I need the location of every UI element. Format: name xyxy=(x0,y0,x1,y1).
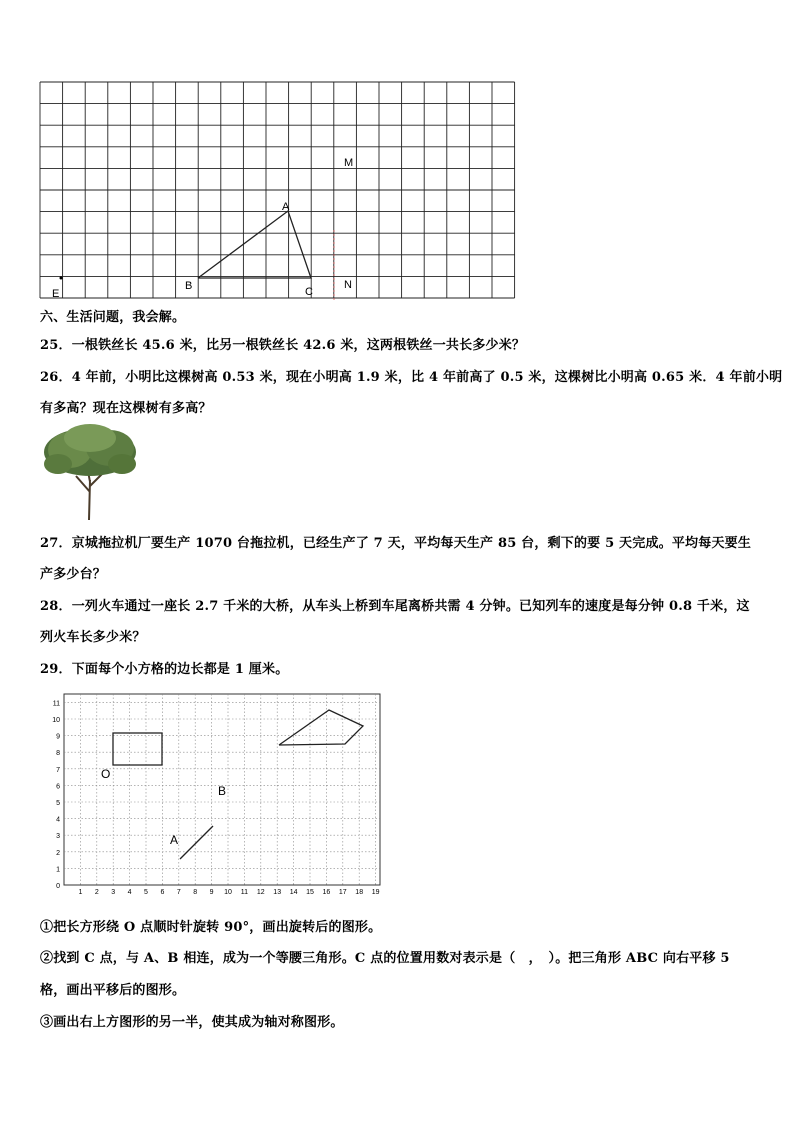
rectangle-shape xyxy=(113,733,162,765)
label-m: M xyxy=(344,157,354,169)
x-tick-label: 14 xyxy=(289,889,298,896)
triangle-abc xyxy=(198,211,311,278)
x-tick-label: 16 xyxy=(322,889,331,896)
y-tick-label: 2 xyxy=(56,849,60,857)
x-tick-label: 1 xyxy=(78,889,83,896)
x-tick-label: 18 xyxy=(355,889,364,896)
question-27-line-2: 产多少台？ xyxy=(40,567,107,582)
label-b: B xyxy=(185,280,193,292)
label-a2: A xyxy=(170,833,179,847)
question-28-line-1: 28．一列火车通过一座长 2.7 千米的大桥，从车头上桥到车尾离桥共需 4 分钟。已知列车的速度是每分钟 0.8 千米，这 xyxy=(40,599,750,614)
x-tick-label: 3 xyxy=(111,889,116,896)
tree-image xyxy=(40,420,140,524)
y-tick-label: 4 xyxy=(56,816,60,824)
x-tick-label: 12 xyxy=(256,889,265,896)
question-25: 25．一根铁丝长 45.6 米，比另一根铁丝长 42.6 米，这两根铁丝一共长多少米？ xyxy=(40,338,526,353)
y-tick-label: 1 xyxy=(56,866,60,874)
half-shape xyxy=(279,710,363,745)
point-e-dot xyxy=(60,277,63,280)
x-tick-label: 7 xyxy=(176,889,181,896)
y-tick-label: 0 xyxy=(56,883,60,890)
x-tick-label: 19 xyxy=(371,889,380,896)
x-tick-label: 4 xyxy=(127,889,132,896)
y-tick-label: 9 xyxy=(56,733,60,741)
y-tick-label: 10 xyxy=(52,717,60,724)
y-tick-label: 6 xyxy=(56,783,60,791)
x-tick-label: 13 xyxy=(273,889,282,896)
task-2-line-2: 格，画出平移后的图形。 xyxy=(40,983,186,998)
task-1: ①把长方形绕 O 点顺时针旋转 90°，画出旋转后的图形。 xyxy=(40,920,382,935)
x-tick-label: 15 xyxy=(306,889,314,896)
x-tick-label: 2 xyxy=(94,889,99,896)
y-tick-label: 7 xyxy=(56,766,60,774)
label-o: O xyxy=(101,767,111,781)
question-27-line-1: 27．京城拖拉机厂要生产 1070 台拖拉机，已经生产了 7 天，平均每天生产 85 台，剩下的要 5 天完成。平均每天要生 xyxy=(40,536,752,551)
question-28-line-2: 列火车长多少米？ xyxy=(40,630,146,645)
task-2-line-1: ②找到 C 点，与 A、B 相连，成为一个等腰三角形。C 点的位置用数对表示是（ ， ）。把三角形 ABC 向右平移 5 xyxy=(40,951,730,966)
y-tick-label: 11 xyxy=(52,700,60,708)
x-tick-label: 9 xyxy=(209,889,214,896)
label-a: A xyxy=(282,201,290,213)
label-n: N xyxy=(344,279,352,291)
label-b2: B xyxy=(218,784,227,798)
section-heading: 六、生活问题，我会解。 xyxy=(40,310,186,325)
y-tick-label: 5 xyxy=(56,800,60,807)
grid-figure-2 xyxy=(40,690,400,900)
question-26-line-1: 26．4 年前，小明比这棵树高 0.53 米，现在小明高 1.9 米，比 4 年前高了 0.5 米，这棵树比小明高 0.65 米．4 年前小明 xyxy=(40,370,783,385)
x-tick-label: 8 xyxy=(193,889,198,896)
grid-lines xyxy=(40,82,515,298)
grid-figure-1 xyxy=(38,80,520,302)
label-c: C xyxy=(305,286,313,298)
y-tick-label: 3 xyxy=(56,833,60,841)
question-29: 29．下面每个小方格的边长都是 1 厘米。 xyxy=(40,662,289,677)
question-26-line-2: 有多高？现在这棵树有多高？ xyxy=(40,401,212,416)
x-tick-label: 11 xyxy=(240,889,249,896)
segment-ab xyxy=(180,826,213,859)
x-tick-label: 6 xyxy=(160,889,165,896)
label-e: E xyxy=(52,288,60,300)
task-3: ③画出右上方图形的另一半，使其成为轴对称图形。 xyxy=(40,1015,344,1030)
y-tick-label: 8 xyxy=(56,750,60,758)
x-tick-label: 5 xyxy=(144,889,148,896)
axis-tick-labels xyxy=(52,700,379,896)
x-tick-label: 10 xyxy=(224,889,232,896)
x-tick-label: 17 xyxy=(338,889,347,896)
